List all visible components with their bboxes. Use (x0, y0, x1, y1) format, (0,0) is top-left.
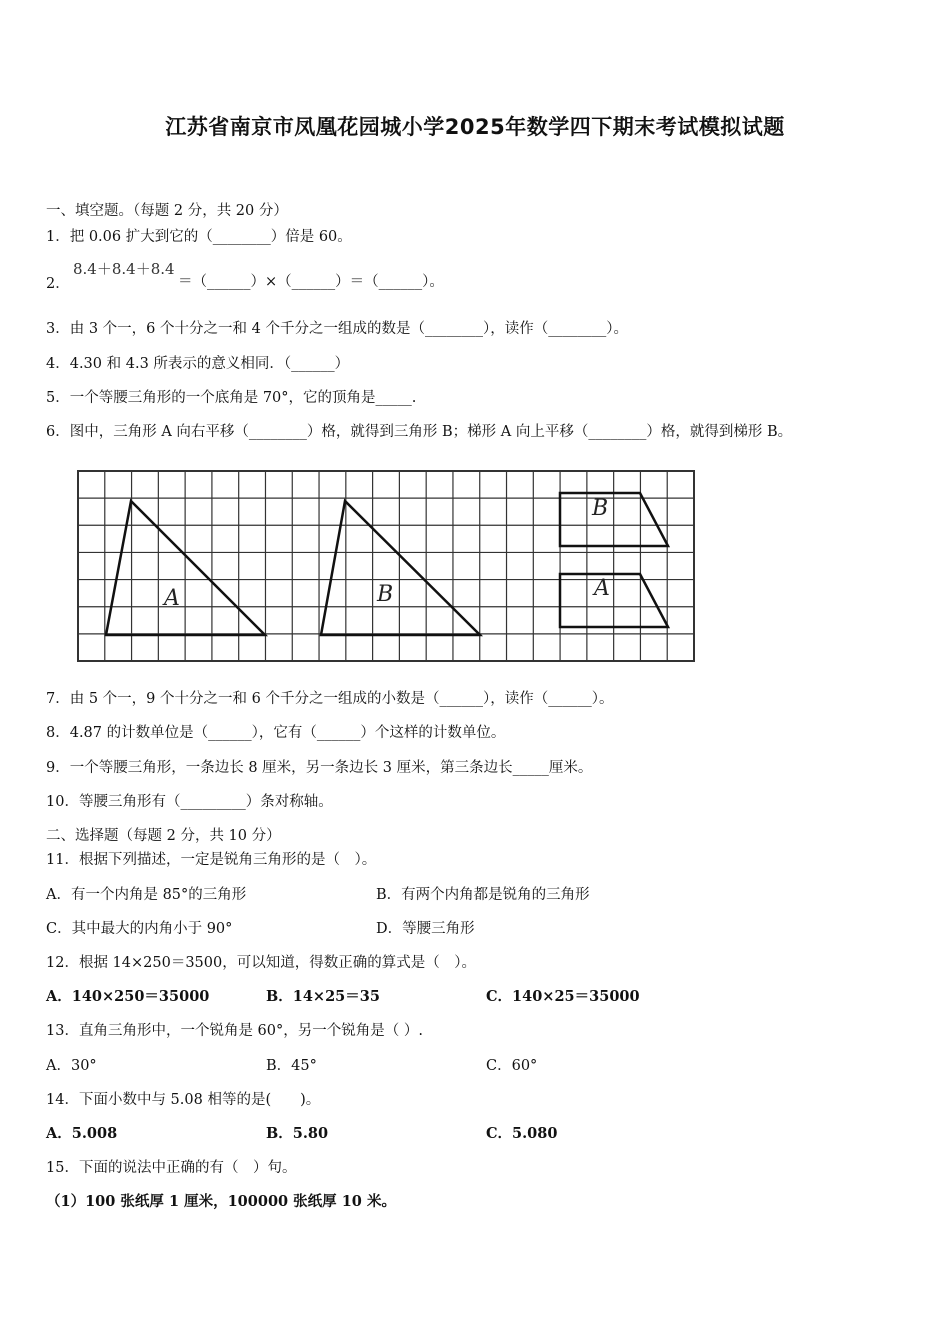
question-2-expression: 8.4＋8.4＋8.4 (73, 260, 175, 278)
question-7: 7．由 5 个一，9 个十分之一和 6 个千分之一组成的小数是（______），读作（______）。 (46, 691, 614, 707)
question-11: 11．根据下列描述，一定是锐角三角形的是（ ）。 (46, 852, 377, 868)
question-6: 6．图中，三角形 A 向右平移（________）格，就得到三角形 B；梯形 A 向上平移（________）格，就得到梯形 B。 (46, 424, 793, 440)
question-15: 15．下面的说法中正确的有（ ）句。 (46, 1160, 297, 1176)
question-2-number: 2． (46, 276, 70, 292)
q11-option-a: A．有一个内角是 85°的三角形 (46, 887, 247, 903)
q13-option-c: C．60° (486, 1058, 538, 1074)
question-12: 12．根据 14×250＝3500，可以知道，得数正确的算式是（ ）。 (46, 955, 476, 971)
q13-option-b: B．45° (266, 1058, 317, 1074)
question-2-blanks: ＝（______）×（______）＝（______）。 (178, 274, 444, 290)
section-fill-blank-heading: 一、填空题。（每题 2 分，共 20 分） (46, 203, 288, 219)
page-title: 江苏省南京市凤凰花园城小学2025年数学四下期末考试模拟试题 (165, 115, 785, 139)
question-9: 9．一个等腰三角形，一条边长 8 厘米，另一条边长 3 厘米，第三条边长_____厘米。 (46, 760, 593, 776)
question-14: 14．下面小数中与 5.08 相等的是( )。 (46, 1092, 321, 1108)
q14-option-b: B．5.80 (266, 1125, 329, 1142)
question-8: 8．4.87 的计数单位是（______），它有（______）个这样的计数单位。 (46, 725, 506, 741)
trapezoid-a-label: A (594, 576, 610, 601)
q12-option-a: A．140×250＝35000 (46, 988, 210, 1005)
question-3: 3．由 3 个一，6 个十分之一和 4 个千分之一组成的数是（________），读作（________）。 (46, 321, 628, 337)
q13-option-a: A．30° (46, 1058, 97, 1074)
q11-option-b: B．有两个内角都是锐角的三角形 (376, 887, 590, 903)
q11-option-c: C．其中最大的内角小于 90° (46, 921, 233, 937)
translation-grid-figure (72, 461, 700, 666)
q11-option-d: D．等腰三角形 (376, 921, 475, 937)
question-10: 10．等腰三角形有（_________）条对称轴。 (46, 794, 333, 810)
question-15-statement-1: （1）100 张纸厚 1 厘米，100000 张纸厚 10 米。 (46, 1193, 396, 1210)
q14-option-a: A．5.008 (46, 1125, 118, 1142)
q12-option-c: C．140×25＝35000 (486, 988, 640, 1005)
triangle-b (321, 501, 480, 635)
triangle-b-label: B (377, 582, 394, 607)
q12-option-b: B．14×25＝35 (266, 988, 380, 1005)
q14-option-c: C．5.080 (486, 1125, 558, 1142)
question-1: 1．把 0.06 扩大到它的（________）倍是 60。 (46, 229, 352, 245)
section-choice-heading: 二、选择题（每题 2 分，共 10 分） (46, 828, 281, 844)
question-4: 4．4.30 和 4.3 所表示的意义相同．（______） (46, 356, 350, 372)
question-5: 5．一个等腰三角形的一个底角是 70°，它的顶角是_____. (46, 390, 417, 406)
trapezoid-b-label: B (592, 496, 609, 521)
question-13: 13．直角三角形中，一个锐角是 60°，另一个锐角是（ ）. (46, 1023, 423, 1039)
triangle-a-label: A (164, 586, 180, 611)
